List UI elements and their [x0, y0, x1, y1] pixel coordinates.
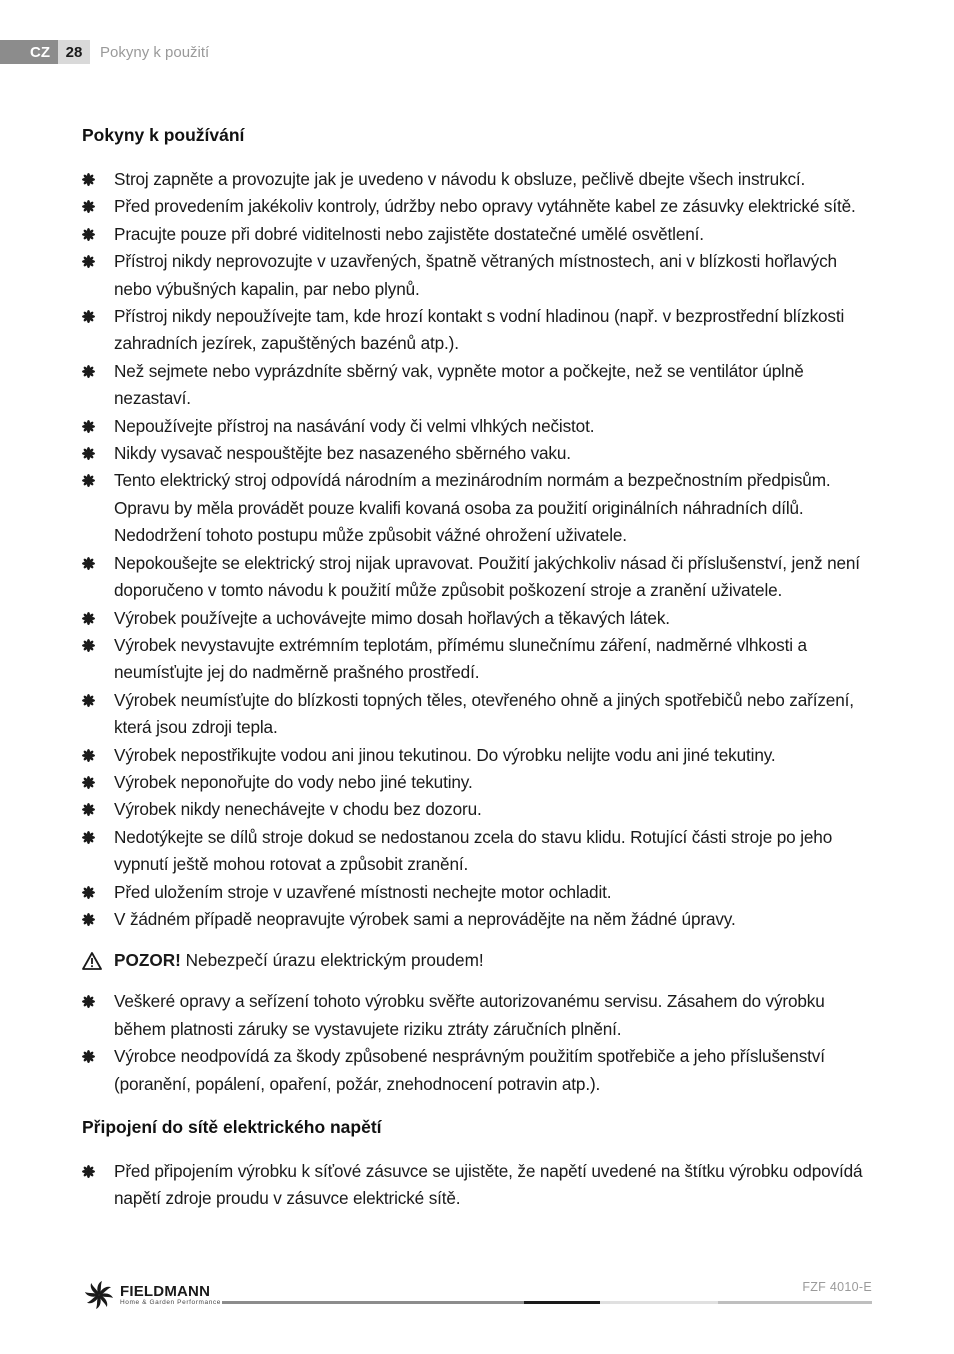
flower-bullet-icon [82, 749, 95, 762]
header-title: Pokyny k použití [100, 43, 210, 61]
list-item [82, 796, 874, 823]
flower-bullet-icon [82, 995, 95, 1008]
flower-bullet-icon [82, 173, 95, 186]
footer-rule-dark [524, 1301, 600, 1304]
list-item-text: Před připojením výrobku k síťové zásuvce se ujistěte, že napětí uvedené na štítku výrobku odpovídá napětí zdroje proudu v zásuvce elektrické sítě. [114, 1161, 863, 1209]
list-item [82, 550, 874, 605]
list-item [82, 824, 874, 879]
flower-bullet-icon [82, 200, 95, 213]
list-item [82, 358, 874, 413]
flower-bullet-icon [82, 557, 95, 570]
flower-bullet-icon [82, 365, 95, 378]
list-item-text: Tento elektrický stroj odpovídá národním a mezinárodním normám a bezpečnostním předpisům. Opravu by měla provádět pouze kvalifi kovaná osoba za použití originálních náhradních dílů. Nedodržení tohoto postupu může způsobit vážné ohrožení uživatele. [114, 470, 831, 546]
brand-tagline: Home & Garden Performance [120, 1298, 221, 1306]
list-item-text: Výrobek nevystavujte extrémním teplotám, přímému slunečnímu záření, nadměrné vlhkosti a neumísťujte jej do nadměrně prašného prostředí. [114, 634, 807, 683]
brand-name: FIELDMANN [120, 1282, 211, 1300]
language-badge: CZ [0, 40, 58, 64]
flower-bullet-icon [82, 228, 95, 241]
list-item [82, 166, 874, 193]
list-item-text: Před uložením stroje v uzavřené místnosti nechejte motor ochladit. [114, 881, 612, 902]
warning-text: Nebezpečí úrazu elektrickým proudem! [180, 950, 484, 971]
list-item-text: Nedotýkejte se dílů stroje dokud se nedostanou zcela do stavu klidu. Rotující části stroje po jeho vypnutí ještě mohou rotovat a způsobit zranění. [114, 826, 833, 875]
service-list [82, 988, 874, 1098]
model-number: FZF 4010-E [802, 1280, 872, 1294]
list-item [82, 906, 874, 933]
warning-triangle-icon [82, 952, 102, 970]
list-item [82, 303, 874, 358]
flower-bullet-icon [82, 474, 95, 487]
flower-bullet-icon [82, 447, 95, 460]
list-item-text: Nikdy vysavač nespouštějte bez nasazeného sběrného vaku. [114, 443, 571, 464]
list-item-text: Přístroj nikdy neprovozujte v uzavřených, špatně větraných místnostech, ani v blízkosti hořlavých nebo výbušných kapalin, par nebo plynů. [114, 251, 837, 299]
footer-rule-light [600, 1301, 718, 1304]
list-item [82, 248, 874, 303]
fieldmann-logo [82, 1280, 221, 1310]
list-item [82, 440, 874, 467]
list-item-text: Přístroj nikdy nepoužívejte tam, kde hrozí kontakt s vodní hladinou (např. v bezprostřední blízkosti zahradních jezírek, zapuštěných bazénů atp.). [114, 306, 845, 354]
flower-bullet-icon [82, 694, 95, 707]
warning-label: POZOR! [114, 950, 181, 971]
flower-bullet-icon [82, 1050, 95, 1063]
flower-bullet-icon [82, 1165, 95, 1178]
list-item [82, 879, 874, 906]
list-item [82, 687, 874, 742]
page-number: 28 [58, 40, 90, 64]
flower-bullet-icon [82, 310, 95, 323]
usage-list [82, 166, 874, 933]
list-item [82, 193, 874, 220]
flower-bullet-icon [82, 886, 95, 899]
list-item-text: Výrobek neponořujte do vody nebo jiné tekutiny. [114, 771, 473, 792]
list-item [82, 605, 874, 632]
flower-bullet-icon [82, 255, 95, 268]
page-header [0, 40, 209, 64]
list-item-text: Stroj zapněte a provozujte jak je uvedeno v návodu k obsluze, pečlivě dbejte všech instrukcí. [114, 169, 806, 189]
flower-bullet-icon [82, 776, 95, 789]
list-item [82, 467, 874, 549]
list-item-text: Výrobek nikdy nenechávejte v chodu bez dozoru. [114, 799, 482, 820]
warning-note [82, 947, 874, 974]
list-item [82, 769, 874, 796]
list-item [82, 1043, 874, 1098]
list-item [82, 988, 874, 1043]
section-heading-power: Připojení do sítě elektrického napětí [82, 1117, 382, 1137]
list-item-text: Veškeré opravy a seřízení tohoto výrobku svěřte autorizovanému servisu. Zásahem do výrobku během platnosti záruky se vystavujete riziku ztráty záručních plnění. [114, 991, 825, 1039]
power-list [82, 1158, 874, 1213]
flower-bullet-icon [82, 612, 95, 625]
list-item-text: Výrobek nepostřikujte vodou ani jinou tekutinou. Do výrobku nelijte vodu ani jiné tekutiny. [114, 744, 776, 765]
list-item-text: V žádném případě neopravujte výrobek sami a neprovádějte na něm žádné úpravy. [114, 908, 736, 929]
fan-logo-icon [82, 1280, 116, 1310]
flower-bullet-icon [82, 803, 95, 816]
list-item-text: Pracujte pouze při dobré viditelnosti nebo zajistěte dostatečné umělé osvětlení. [114, 223, 704, 244]
flower-bullet-icon [82, 639, 95, 652]
list-item-text: Výrobek neumísťujte do blízkosti topných těles, otevřeného ohně a jiných spotřebičů nebo zařízení, která jsou zdroji tepla. [114, 689, 854, 738]
list-item-text: Nepoužívejte přístroj na nasávání vody či velmi vlhkých nečistot. [114, 415, 595, 436]
list-item [82, 632, 874, 687]
list-item [82, 742, 874, 769]
flower-bullet-icon [82, 831, 95, 844]
content [82, 122, 874, 1213]
list-item [82, 413, 874, 440]
list-item-text: Nepokoušejte se elektrický stroj nijak upravovat. Použití jakýchkoliv násad či příslušenství, jenž není doporučeno v tomto návodu k použití může způsobit poškození stroje a zranění uživatele. [114, 552, 860, 601]
list-item [82, 221, 874, 248]
footer-rule-grey [222, 1301, 524, 1304]
flower-bullet-icon [82, 913, 95, 926]
footer-rule-mid [718, 1301, 872, 1304]
list-item-text: Před provedením jakékoliv kontroly, údržby nebo opravy vytáhněte kabel ze zásuvky elektrické sítě. [114, 196, 856, 217]
list-item-text: Výrobek používejte a uchovávejte mimo dosah hořlavých a těkavých látek. [114, 607, 670, 628]
flower-bullet-icon [82, 420, 95, 433]
page-footer [82, 1276, 872, 1316]
list-item-text: Než sejmete nebo vyprázdníte sběrný vak, vypněte motor a počkejte, než se ventilátor úplně nezastaví. [114, 360, 804, 409]
section-heading-usage: Pokyny k používání [82, 125, 245, 145]
list-item-text: Výrobce neodpovídá za škody způsobené nesprávným použitím spotřebiče a jeho příslušenství (poranění, popálení, opaření, požár, znehodnocení potravin atp.). [114, 1046, 825, 1094]
list-item [82, 1158, 874, 1213]
